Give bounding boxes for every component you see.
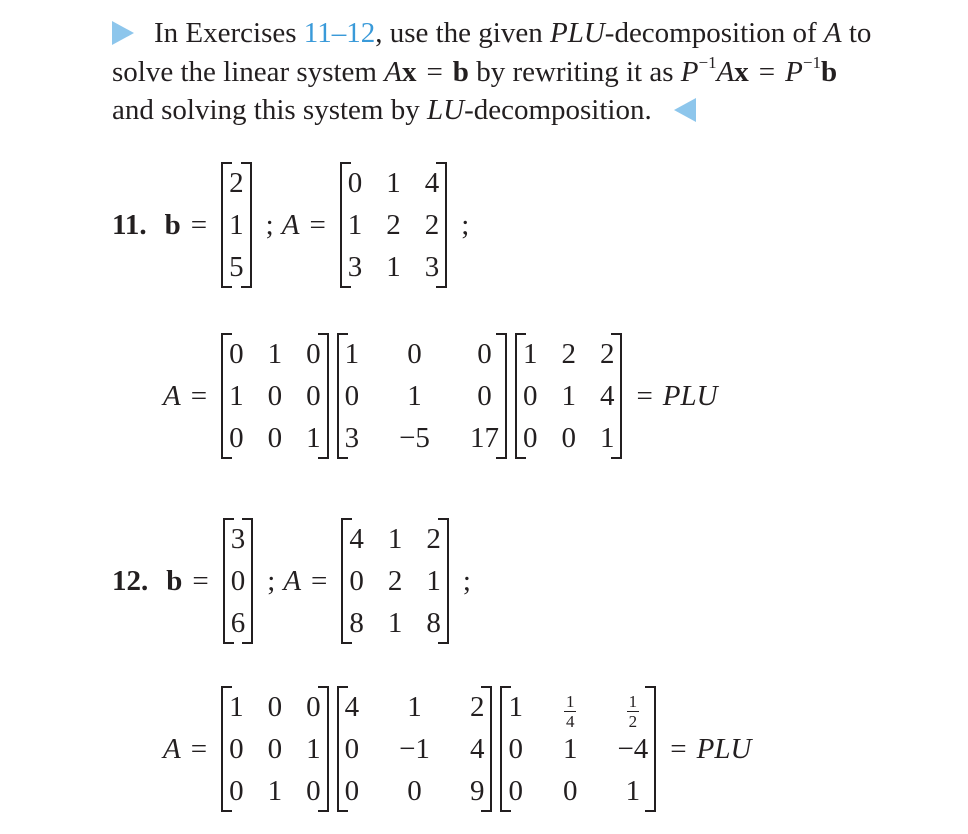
plu-label: PLU [662,379,718,412]
matrix-cell: 2 [386,208,401,241]
matrix-cell: 1 [386,250,401,283]
matrix-cell: 1 [267,337,283,370]
matrix-u [515,333,623,459]
matrix-cell: 1 [229,690,244,723]
exercise-number: 11. [112,208,147,241]
semicolon: ; [265,208,274,241]
matrix-cell: 4 [599,379,615,412]
matrix-cell: 1 [387,522,403,555]
exercise-number: 12. [112,564,149,597]
matrix-cell: 2 [469,690,485,723]
matrix-cell: 1 [407,379,422,412]
fraction [627,693,639,730]
matrix-cell: 1 [508,690,523,723]
matrix-cell: 1 [344,337,360,370]
matrix-cell: 1 [426,564,441,597]
matrix-p [221,333,329,459]
math-symbol: x [401,55,417,88]
matrix-cell: 0 [229,774,244,807]
exercise-11-decomposition [163,333,718,459]
lu-term: LU [426,94,465,126]
matrix-cell: 3 [230,522,246,555]
matrix-cell: 1 [306,732,321,765]
matrix-cell: −4 [617,732,649,765]
math-symbol: A [384,55,402,88]
matrix-cell: 1 [407,690,422,723]
matrix-cell: 0 [306,337,321,370]
matrix-u [500,686,656,812]
equals-sign: = [670,732,687,765]
equals-sign: = [190,208,208,241]
matrix-cell: 0 [508,732,523,765]
matrix-a [340,162,448,288]
equals-sign: = [311,564,328,597]
matrix-a-label: A [163,732,181,765]
equals-sign: = [309,208,326,241]
matrix-cell: 0 [407,774,422,807]
matrix-cell: 1 [306,421,321,454]
matrix-cell: 0 [267,690,283,723]
matrix-cell: 9 [469,774,485,807]
matrix-cell: 2 [424,208,440,241]
matrix-a [341,518,449,644]
matrix-cell: 4 [344,690,360,723]
intro-text: to [841,17,872,49]
matrix-a-label: A [283,564,302,597]
matrix-cell: 0 [306,774,321,807]
equals-sign: = [190,732,208,765]
matrix-cell: 3 [347,250,363,283]
matrix-l [337,686,493,812]
matrix-cell: 0 [347,166,363,199]
matrix-cell: 0 [562,774,578,807]
play-right-icon [112,21,134,45]
matrix-cell: 0 [267,732,283,765]
matrix-cell: 0 [522,421,538,454]
matrix-cell: 2 [561,337,576,370]
matrix-cell: 0 [349,564,364,597]
matrix-cell: 6 [230,606,246,639]
matrix-cell: 0 [229,732,244,765]
semicolon: ; [461,208,470,241]
matrix-cell: 0 [230,564,246,597]
intro-line-3 [112,91,952,130]
math-symbol: P [680,55,699,88]
matrix-cell: 0 [267,421,283,454]
math-symbol: x [734,55,749,88]
intro-text: solve the linear system [112,55,385,88]
intro-text: , use the given [375,17,550,49]
matrix-cell: 0 [344,774,360,807]
equals-sign: = [758,55,776,88]
vector-b-label: b [166,564,183,597]
matrix-cell: 1 [267,774,283,807]
exercise-12-decomposition [163,686,751,812]
matrix-cell: 0 [407,337,422,370]
intro-text: -decomposition. [464,94,652,126]
math-symbol: P [785,55,803,88]
matrix-cell: 2 [229,166,244,199]
math-symbol: A [716,55,735,88]
matrix-cell: 17 [469,421,499,454]
matrix-cell: 4 [349,522,364,555]
matrix-cell: 8 [426,606,441,639]
equals-sign: = [192,564,209,597]
matrix-a-symbol: A [823,17,842,49]
matrix-cell: 0 [522,379,538,412]
exercise-12-statement [112,518,479,644]
matrix-cell: 1 [229,379,244,412]
math-symbol: b [452,55,469,88]
matrix-cell: 1 [386,166,401,199]
matrix-cell [564,684,576,730]
matrix-cell: 3 [344,421,360,454]
plu-label: PLU [696,732,752,765]
fraction [564,693,576,730]
matrix-cell: 1 [562,732,578,765]
play-left-icon [674,98,696,122]
matrix-cell: 0 [229,337,244,370]
matrix-cell: 0 [306,690,321,723]
vector-b [223,518,254,644]
matrix-cell: 2 [599,337,615,370]
equals-sign: = [190,379,208,412]
intro-text: In Exercises [154,17,304,49]
matrix-cell: 1 [599,421,615,454]
matrix-cell: 0 [344,732,360,765]
vector-b-label: b [164,208,181,241]
matrix-cell: 2 [426,522,441,555]
semicolon: ; [267,564,276,597]
matrix-a-label: A [163,379,181,412]
matrix-cell: −5 [399,421,430,454]
exponent: −1 [698,52,717,72]
matrix-cell: 5 [229,250,244,283]
exercise-instructions [112,14,952,130]
matrix-cell: 0 [477,337,492,370]
matrix-cell: 0 [508,774,523,807]
matrix-p [221,686,329,812]
matrix-cell: 0 [306,379,321,412]
exercise-11-statement [112,162,477,288]
matrix-cell: 1 [625,774,641,807]
vector-b [221,162,252,288]
intro-line-2 [112,53,952,92]
matrix-cell: 0 [229,421,244,454]
matrix-cell: 4 [469,732,485,765]
math-symbol: b [820,55,838,88]
numerator: 1 [628,692,638,711]
equals-sign: = [426,55,443,88]
equals-sign: = [636,379,653,412]
matrix-cell: 1 [561,379,576,412]
intro-line-1 [112,14,952,53]
matrix-cell: 4 [424,166,440,199]
matrix-cell: 1 [229,208,244,241]
matrix-cell: 0 [561,421,576,454]
matrix-cell [627,684,639,730]
matrix-cell: 1 [522,337,538,370]
matrix-cell: 8 [349,606,364,639]
intro-text: and solving this system by [112,94,427,126]
matrix-l [337,333,507,459]
matrix-cell: 1 [387,606,403,639]
intro-text: by rewriting it as [468,55,681,88]
matrix-cell: 2 [387,564,403,597]
numerator: 1 [565,692,575,711]
matrix-cell: 3 [424,250,440,283]
denominator: 4 [565,712,575,731]
matrix-cell: 0 [267,379,283,412]
exercise-range-link[interactable]: 11–12 [303,17,376,49]
matrix-a-label: A [281,208,300,241]
denominator: 2 [628,712,638,731]
plu-term: PLU [549,17,605,49]
matrix-cell: −1 [399,732,430,765]
matrix-cell: 0 [477,379,492,412]
matrix-cell: 0 [344,379,360,412]
intro-text: -decomposition of [604,17,824,49]
exponent: −1 [802,52,821,72]
semicolon: ; [462,564,471,597]
matrix-cell: 1 [347,208,363,241]
